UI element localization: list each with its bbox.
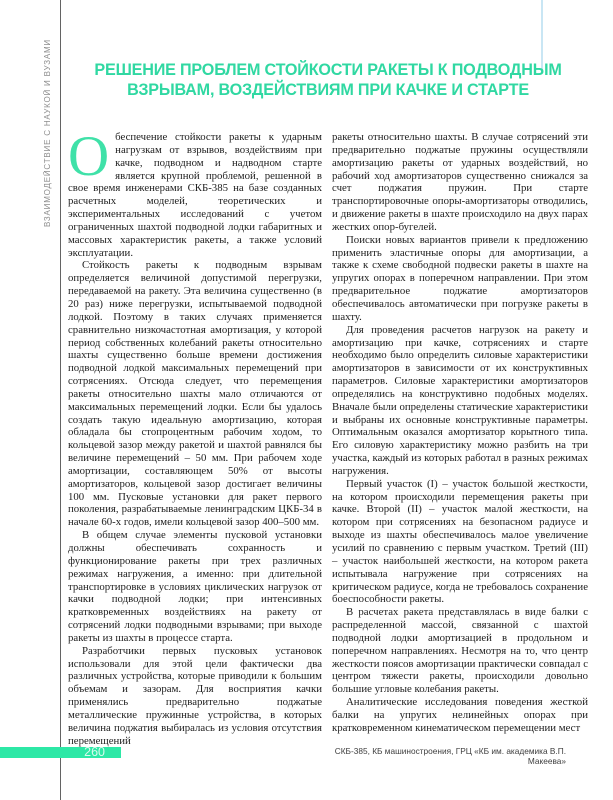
paragraph: Для проведения расчетов нагрузок на ракету и амортизацию при качке, сотрясениях и старте необходимо было определить силовые характеристики амортизаторов в зависимости от их конструктивных параметров. Силовые характеристики амортизаторов определялись на конструктивно подобных моделях. Вначале были определены статические характеристики и выбраны их основные конструктивные параметры. Оптимальным оказался амортизатор корытного типа. Его силовую характеристику можно разбить на три участка, каждый из которых работал в разных режимах нагружения. <box>332 323 588 477</box>
paragraph: ракеты относительно шахты. В случае сотрясений эти предварительно поджатые пружины осуществляли амортизацию ракеты от ударных воздействий, но рабочий ход амортизаторов существенно снижался за счет поджатия пружин. При старте транспортировочные опоры-амортизаторы отводились, и движение ракеты в шахте происходило на двух парах жестких опор-бугелей. <box>332 131 588 233</box>
paragraph: Аналитические исследования поведения жесткой балки на упругих нелинейных опорах при кратковременном кинематическом перемещении мест <box>332 696 588 734</box>
paragraph: Стойкость ракеты к подводным взрывам определяется величиной допустимой перегрузки, передаваемой на ракету. Эта величина существенно (в 20 раз) ниже перегрузки, испытываемой подводной лодкой. Поэтому в таких случаях применяется сравнительно низкочастотная амортизация, у которой период собственных колебаний ракеты относительно шахты существенно больше времени достижения подводной лодкой максимальных перемещений при сотрясениях. Отсюда следует, что перемещения ракеты относительно шахты мало отличаются от максимальных перемещений лодки. Если бы удалось создать такую идеальную амортизацию, которая обладала бы стопроцентным рабочим ходом, то кольцевой зазор между ракетой и шахтой равнялся бы величине перемещений – 50 мм. При рабочем ходе амортизации, составляющем 50% от высоты амортизаторов, кольцевой зазор достигает величины 100 мм. Пусковые установки для ракет первого поколения, разрабатываемые ленинградским ЦКБ-34 в начале 60-х годов, имели кольцевой зазор 400–500 мм. <box>68 259 322 529</box>
footer-page-number-bar <box>0 747 121 758</box>
drop-cap-letter: О <box>68 125 110 188</box>
page-title-line-2: ВЗРЫВАМ, ВОЗДЕЙСТВИЯМ ПРИ КАЧКЕ И СТАРТЕ <box>127 81 529 99</box>
paragraph: Первый участок (I) – участок большой жесткости, на котором происходили перемещения ракеты при качке. Второй (II) – участок малой жесткости, на котором при сотрясениях на безопасном радиусе и выходе из шахты обеспечивалось малое увеличение усилий по сравнению с первым участком. Третий (III) – участок наибольшей жесткости, на котором ракета испытывала нагружение при сотрясениях на критическом радиусе, когда не требовалось сохранение боеспособности ракеты. <box>332 477 588 606</box>
page-number: 260 <box>84 745 105 759</box>
sidebar-section <box>38 39 56 227</box>
paragraph-text: беспечение стойкости ракеты к ударным нагрузкам от взрывов, воздействиям при качке, подводном и надводном старте является крупной проблемой, решенной в свое время инженерами СКБ-385 на базе созданных расчетных моделей, теоретических и экспериментальных исследований с учетом ограниченных шахтой подводной лодки габаритных и массовых характеристик ракеты, а также условий эксплуатации. <box>68 131 322 259</box>
page-title-line-1: РЕШЕНИЕ ПРОБЛЕМ СТОЙКОСТИ РАКЕТЫ К ПОДВОДНЫМ <box>94 61 562 79</box>
paragraph: Поиски новых вариантов привели к предложению применить эластичные опоры для амортизации, а также к схеме свободной подвески ракеты в шахте на упругих опорах в поперечном направлении. При этом предварительное поджатие амортизаторов обеспечивалось автоматически при погрузке ракеты в шахту. <box>332 233 588 323</box>
paragraph: В расчетах ракета представлялась в виде балки с распределенной массой, связанной с шахтой подводной лодки амортизацией в продольном и поперечном направлениях. Несмотря на то, что центр жесткости поясов амортизации практически совпадал с центром тяжести ракеты, происходили довольно большие угловые колебания ракеты. <box>332 606 588 696</box>
paragraph: Разработчики первых пусковых установок использовали для этой цели фактически два различных устройства, которые приводили к большим объемам и зазорам. Для восприятия качки применялись предварительно поджатые металлические пружинные устройства, в которых величина поджатия выбиралась из условия отсутствия перемещений <box>68 644 322 747</box>
paragraph <box>68 125 322 259</box>
text-column-right <box>332 131 588 735</box>
page-title <box>73 60 583 100</box>
sidebar-divider-line <box>60 0 61 800</box>
sidebar-section-label: ВЗАИМОДЕЙСТВИЕ С НАУКОЙ И ВУЗАМИ <box>42 39 52 227</box>
text-column-left <box>68 125 322 748</box>
paragraph: В общем случае элементы пусковой установки должны обеспечивать сохранность и функционирование ракеты при трех различных режимах нагружения, а именно: при длительной транспортировке в условиях циклических нагрузок от качки подводной лодки; при интенсивных кратковременных воздействиях на ракету от сотрясений лодки подводными взрывами; при выходе ракеты из шахты в процессе старта. <box>68 529 322 644</box>
footer-imprint: СКБ-385, КБ машиностроения, ГРЦ «КБ им. академика В.П. Макеева» <box>334 746 566 766</box>
